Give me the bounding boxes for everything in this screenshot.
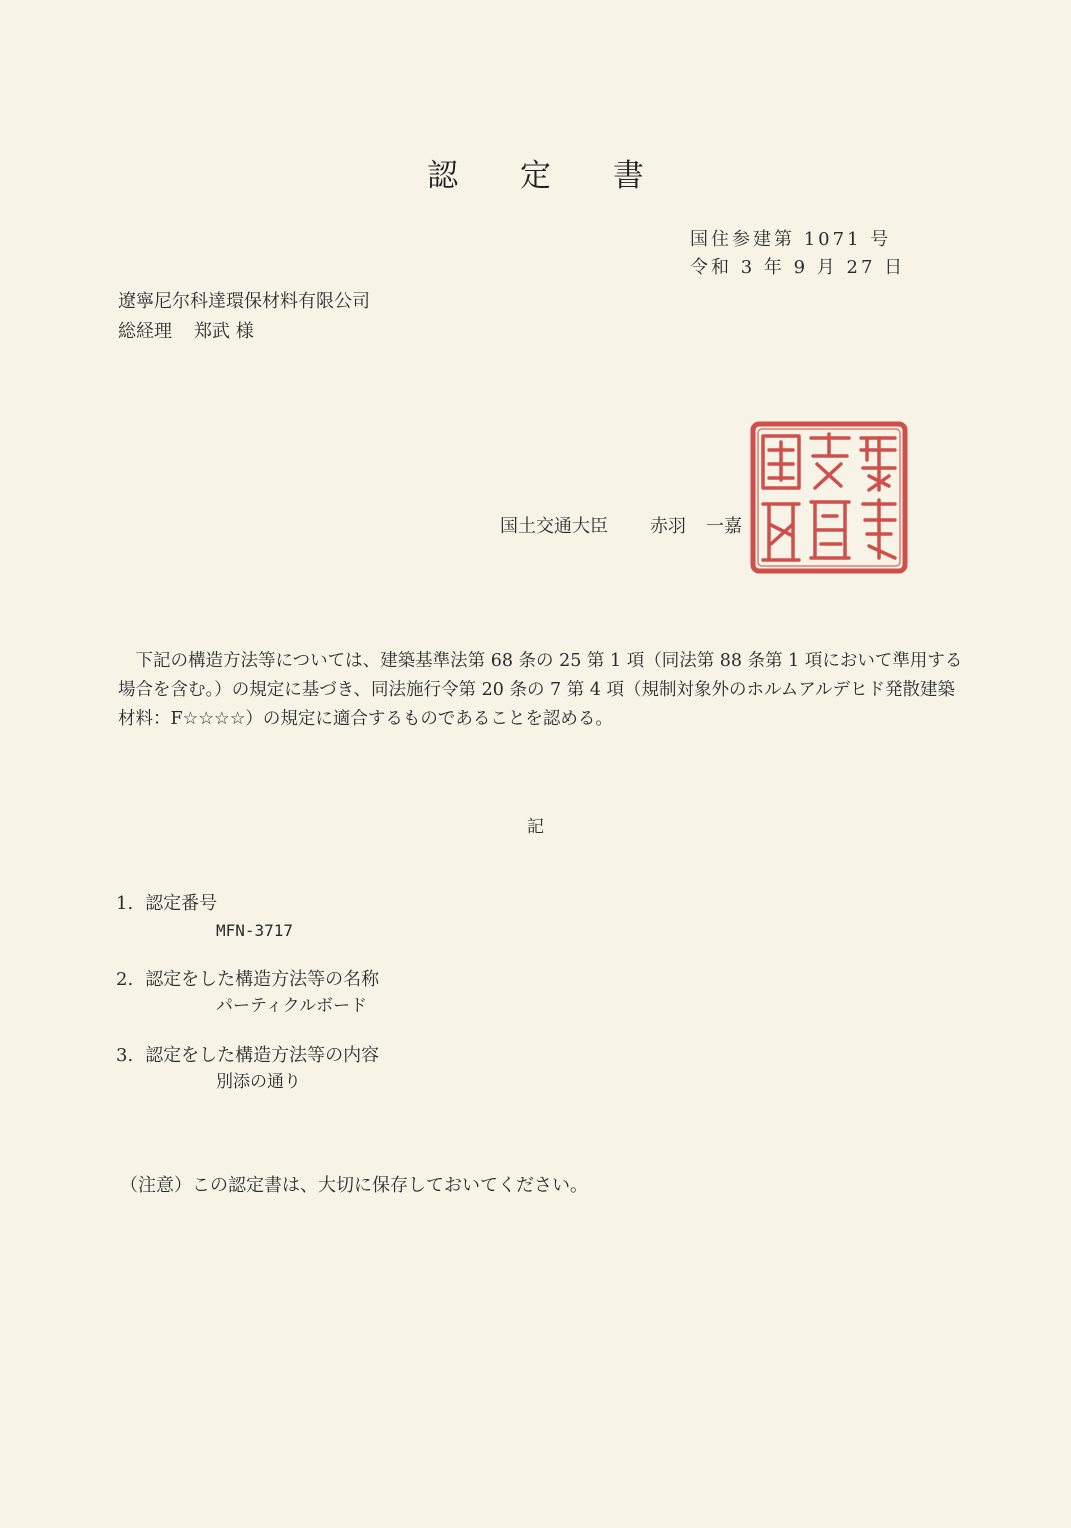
certification-statement: 下記の構造方法等については、建築基準法第 68 条の 25 第 1 項（同法第 88 条第 1 項において準用する場合を含む。）の規定に基づき、同法施行令第 20 条の 7 第 4 項（規制対象外のホルムアルデヒド発散建築材料：F☆☆☆☆）の規定に適合するものであることを認める。 (118, 651, 963, 729)
issuer-line (500, 512, 742, 538)
item-value: MFN-3717 (216, 921, 294, 940)
reference-number: 国住参建第 1071 号 (690, 229, 892, 250)
item-number: 3. (116, 1045, 134, 1066)
list-item (116, 1042, 816, 1096)
addressee-name: 郑武 様 (194, 321, 254, 342)
certification-items (116, 890, 816, 1118)
list-item (116, 966, 816, 1020)
item-value: 別添の通り (216, 1072, 301, 1092)
item-value: パーティクルボード (216, 996, 368, 1016)
list-item (116, 890, 816, 944)
addressee-role: 総経理 (118, 321, 172, 342)
item-number: 1. (116, 893, 134, 914)
certification-body (118, 647, 968, 734)
addressee-person (118, 317, 370, 347)
ki-heading: 記 (527, 817, 544, 837)
item-label: 認定番号 (145, 893, 218, 914)
issuer-surname: 赤羽 (650, 516, 686, 537)
issuer-given-name: 一嘉 (706, 516, 742, 537)
reference-date: 令和 3 年 9 月 27 日 (690, 257, 906, 278)
caution-note: （注意）この認定書は、大切に保存しておいてください。 (120, 1175, 588, 1196)
issuer-office: 国土交通大臣 (500, 516, 608, 537)
reference-block (690, 226, 905, 282)
item-label: 認定をした構造方法等の内容 (145, 1045, 380, 1066)
addressee-company: 遼寧尼尔科達環保材料有限公司 (118, 291, 370, 312)
official-seal (749, 420, 909, 575)
item-number: 2. (116, 969, 134, 990)
addressee-block (118, 287, 370, 347)
item-label: 認定をした構造方法等の名称 (145, 969, 380, 990)
seal-stamp-icon (749, 420, 909, 575)
document-title: 認 定 書 (427, 158, 670, 194)
